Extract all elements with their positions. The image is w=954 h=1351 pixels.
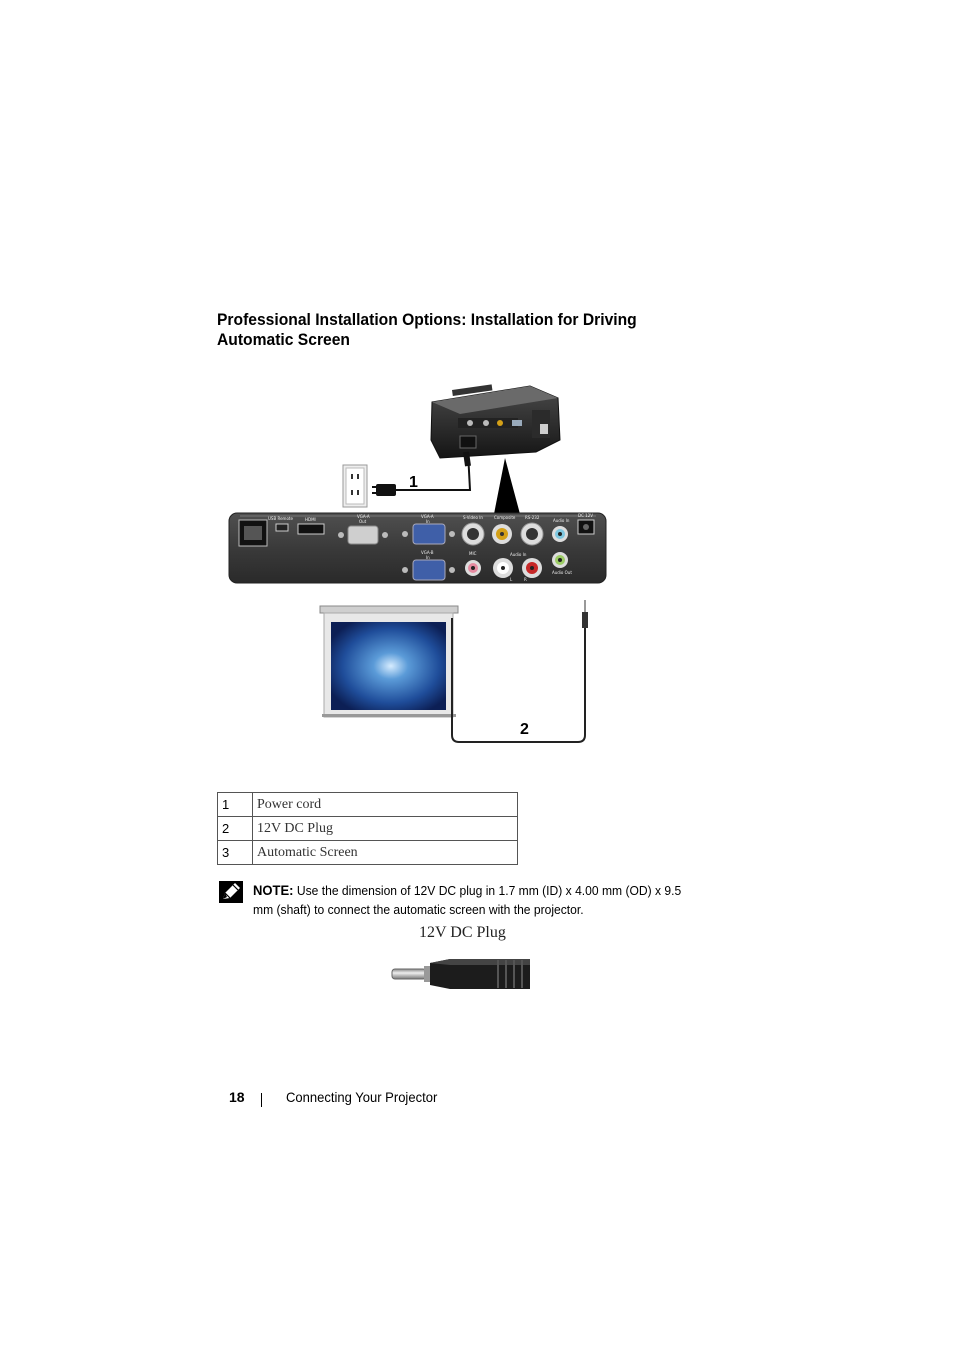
port-label-usb-remote: USB Remote	[268, 516, 293, 521]
section-heading: Professional Installation Options: Installation for Driving Automatic Screen	[217, 310, 637, 349]
port-label-hdmi: HDMI	[305, 517, 316, 522]
parts-table	[217, 792, 518, 865]
port-label-audio-in: Audio In	[553, 518, 570, 523]
port-label-audio-out: Audio Out	[552, 570, 572, 575]
dc-plug-image	[390, 955, 535, 993]
port-label-vga-b-in: VGA-B	[421, 550, 434, 555]
port-label-vga-a-in-sub: In	[426, 519, 430, 524]
table-row	[218, 817, 518, 841]
part-number: 1	[218, 793, 253, 817]
pencil-note-icon	[219, 881, 243, 903]
note-text	[253, 881, 690, 919]
automatic-screen-image	[320, 606, 458, 717]
port-label-vga-a-in: VGA-A	[421, 514, 434, 519]
port-label-audio-in-2: Audio In	[510, 552, 527, 557]
zoom-wedge	[494, 458, 520, 514]
power-cord-image	[372, 452, 470, 496]
part-number: 2	[218, 817, 253, 841]
note-label: NOTE:	[253, 882, 294, 898]
port-label-l: L	[510, 577, 513, 582]
table-row	[218, 793, 518, 817]
port-label-rs232: RS-232	[525, 515, 540, 520]
callout-1: 1	[409, 474, 418, 491]
port-label-s-video-in: S-Video In	[463, 515, 483, 520]
footer-section-title: Connecting Your Projector	[286, 1089, 438, 1105]
rear-panel-image	[229, 513, 606, 583]
note-body: Use the dimension of 12V DC plug in 1.7 mm (ID) x 4.00 mm (OD) x 9.5 mm (shaft) to connect the automatic screen with the projector.	[253, 883, 682, 917]
part-number: 3	[218, 841, 253, 865]
page-number: 18	[229, 1089, 245, 1105]
port-label-r: R	[524, 577, 527, 582]
projector-image	[431, 384, 560, 458]
part-label: Automatic Screen	[253, 841, 518, 865]
part-label: 12V DC Plug	[253, 817, 518, 841]
port-label-composite: Composite	[494, 515, 516, 520]
table-row	[218, 841, 518, 865]
part-label: Power cord	[253, 793, 518, 817]
footer-divider	[261, 1093, 262, 1107]
callout-2: 2	[520, 721, 529, 738]
plug-caption: 12V DC Plug	[419, 924, 506, 941]
port-label-vga-a-out-sub: Out	[359, 519, 367, 524]
port-label-vga-b-in-sub: In	[426, 555, 430, 560]
port-label-mic: MIC	[469, 551, 477, 556]
port-label-dc-12v: DC 12V	[578, 513, 593, 518]
wall-outlet-image	[343, 465, 367, 507]
port-label-vga-a-out: VGA-A	[357, 514, 370, 519]
